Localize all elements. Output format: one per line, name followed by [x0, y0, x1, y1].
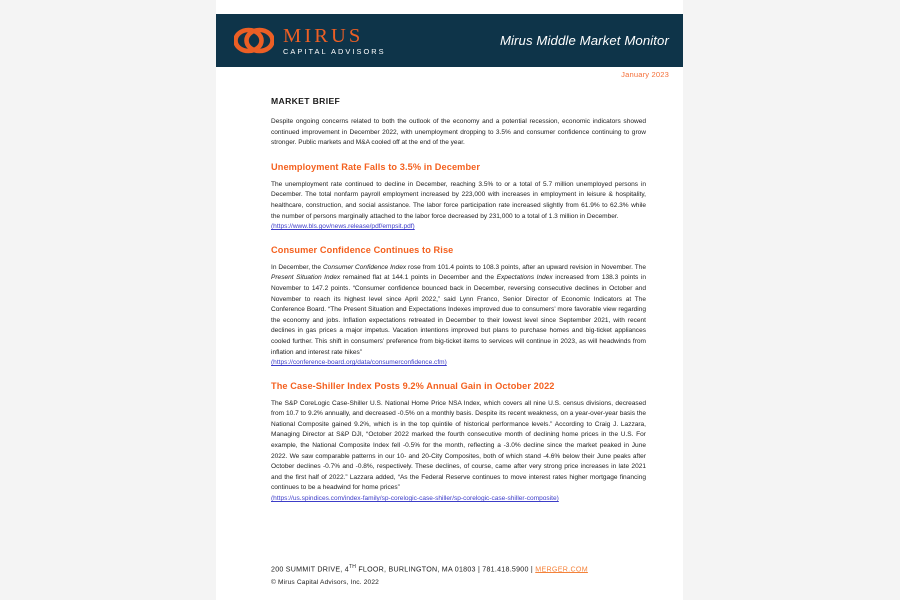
document-content — [271, 96, 646, 517]
publication-title: Mirus Middle Market Monitor — [499, 33, 669, 48]
brand-tagline: CAPITAL ADVISORS — [283, 47, 386, 57]
section-heading-case-shiller: The Case-Shiller Index Posts 9.2% Annual Gain in October 2022 — [271, 380, 555, 391]
footer-contact-line — [271, 564, 651, 573]
section-body-unemployment — [271, 180, 646, 233]
text-fragment: remained flat at 144.1 points in December and the — [340, 274, 497, 282]
section-heading-consumer-confidence: Consumer Confidence Continues to Rise — [271, 244, 454, 255]
source-link-conference-board[interactable]: (https://conference-board.org/data/consumerconfidence.cfm) — [271, 359, 447, 367]
source-link-spindices[interactable]: (https://us.spindices.com/index-family/sp-corelogic-case-shiller/sp-corelogic-case-shiller-composite) — [271, 495, 559, 503]
index-name-consumer-confidence: Consumer Confidence Index — [322, 263, 407, 271]
source-link-bls[interactable]: (https://www.bls.gov/news.release/pdf/empsit.pdf) — [271, 223, 415, 231]
footer-address-ordinal: TH — [348, 563, 357, 570]
brand-name: MIRUS — [283, 24, 364, 47]
section-body-text: The S&P CoreLogic Case-Shiller U.S. National Home Price NSA Index, which covers all nine U.S. census divisions, decreased from 10.7 to 9.2% annually, and decreased -0.5% on a monthly basis. Despite its recent weakness, on a year-over-year basis the National Composite gained 9.2%, which is in the top quintile of historical performance levels.” According to Craig J. Lazzara, Managing Director at S&P DJI, “October 2022 marked the fourth consecutive month of declining home prices in the U.S. For example, the National Composite Index fell -0.5% for the month, reflecting a -3.0% decline since the market peaked in June 2022. We saw comparable patterns in our 10- and 20-City Composites, both of which stand -4.6% below their June peaks after October declines -0.7% and -0.8%, respectively. These declines, of course, came after very strong price increases in late 2021 and the first half of 2022.” Lazzara added, “As the Federal Reserve continues to move interest rates higher mortgage financing continues to be a headwind for home prices” — [271, 399, 646, 492]
section-body-case-shiller — [271, 399, 646, 505]
footer-phone: 781.418.5900 — [482, 565, 529, 573]
index-name-present-situation: Present Situation Index — [271, 274, 341, 282]
footer-separator: | — [528, 565, 536, 573]
footer-address-rest: FLOOR, BURLINGTON, MA 01803 — [356, 565, 476, 573]
issue-date: January 2023 — [621, 70, 669, 79]
document-page — [216, 0, 683, 600]
index-name-expectations: Expectations Index — [496, 274, 553, 282]
text-fragment: rose from 101.4 points to 108.3 points, after an upward revision in November. The — [406, 263, 646, 271]
intro-paragraph: Despite ongoing concerns related to both the outlook of the economy and a potential recession, economic indicators showed continued improvement in December 2022, with unemployment dropping to 3.5% and consumer confidence continuing to grow stronger. Public markets and M&A cooled off at the end of the year. — [271, 118, 646, 147]
footer-website-link[interactable]: MERGER.COM — [535, 565, 588, 573]
footer-address-prefix: 200 SUMMIT DRIVE, 4 — [271, 565, 349, 573]
footer-copyright: © Mirus Capital Advisors, Inc. 2022 — [271, 579, 379, 586]
section-body-consumer-confidence — [271, 263, 646, 369]
mirus-interlocking-rings-logo-icon — [234, 27, 274, 54]
text-fragment: In December, the — [271, 263, 323, 271]
section-heading-unemployment: Unemployment Rate Falls to 3.5% in December — [271, 161, 481, 172]
page-footer — [271, 564, 651, 586]
header-banner — [216, 14, 683, 67]
brand-lockup — [234, 26, 386, 56]
footer-separator: | — [475, 565, 483, 573]
text-fragment: increased from 138.3 points in November to 147.2 points. “Consumer confidence bounced back in December, reversing consecutive declines in October and November to reach its highest level since April 2022,” said Lynn Franco, Senior Director of Economic Indicators at The Conference Board. “The Present Situation and Expectations Indexes improved due to consumers’ more favorable view regarding the economy and jobs. Inflation expectations retreated in December to their lowest level since September 2021, with recent declines in gas prices a major impetus. Vacation intentions improved but plans to purchase homes and big-ticket appliances cooled further. This shift in consumers’ preference from big-ticket items to services will continue in 2023, as will headwinds from inflation and interest rate hikes” — [271, 274, 646, 356]
brand-wordmark — [283, 26, 386, 56]
page-title: MARKET BRIEF — [271, 96, 341, 106]
section-body-text: The unemployment rate continued to decline in December, reaching 3.5% to or a total of 5.7 million unemployed persons in December. The total nonfarm payroll employment increased by 223,000 with increases in employment in leisure & hospitality, healthcare, construction, and social assistance. The labor force participation rate increased slightly from 61.9% to 62.3% while the number of persons marginally attached to the labor force decreased by 231,000 to a total of 1.3 million in December. — [271, 180, 646, 220]
